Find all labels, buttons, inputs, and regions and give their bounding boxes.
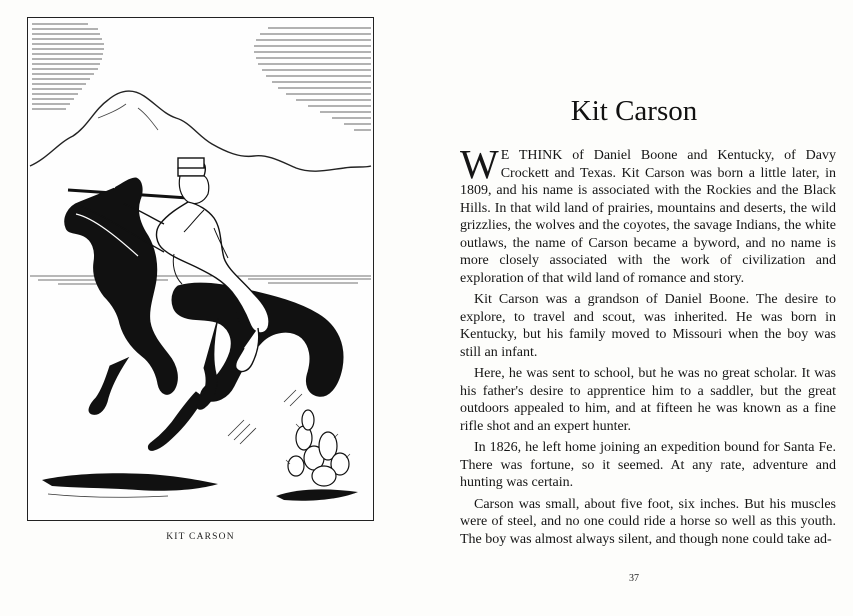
- paragraph-4: In 1826, he left home joining an expedition bound for Santa Fe. There was fortune, so it seemed. At any rate, adventure and hunting was certain.: [460, 440, 836, 490]
- drop-cap: W: [460, 141, 499, 187]
- page-number: 37: [629, 573, 639, 584]
- paragraph-3: Here, he was sent to school, but he was no great scholar. It was his father's desire to apprentice him to a saddler, but the great outdoors appealed to him, and at fifteen he was known as a fine rifle shot and an expert hunter.: [460, 366, 836, 434]
- illustration-caption: KIT CARSON: [166, 532, 235, 542]
- sky-hatching-right: [254, 28, 371, 130]
- paragraph-1: [460, 141, 836, 287]
- paragraph-2: Kit Carson was a grandson of Daniel Boone. The desire to explore, to travel and scout, was inherited. He was born in Kentucky, but his family moved to Missouri when the boy was still an infant.: [460, 292, 836, 360]
- sky-hatching-left: [32, 24, 104, 109]
- chapter-title: Kit Carson: [570, 95, 698, 127]
- cactus: [288, 410, 349, 486]
- chapter-body: [460, 141, 836, 552]
- kit-carson-illustration: [27, 17, 374, 521]
- paragraph-5: Carson was small, about five foot, six inches. But his muscles were of steel, and no one could ride a horse so well as this youth. The boy was almost always silent, and though none could take ad-: [460, 496, 836, 547]
- cactus-shadow: [276, 489, 358, 500]
- paragraph-1-text: E THINK of Daniel Boone and Kentucky, of Davy Crockett and Texas. Kit Carson was born a little later, in 1809, and his name is associated with the Rockies and the Black Hills. In that wild land of prairies, mountains and deserts, the wild grizzlies, the wolves and the coyotes, the savage Indians, the white outlaws, the name of Carson became a byword, and no name is more closely associated with the work of civilization and exploration of that wild land of romance and story.: [460, 148, 836, 286]
- horse-shadow: [42, 473, 218, 491]
